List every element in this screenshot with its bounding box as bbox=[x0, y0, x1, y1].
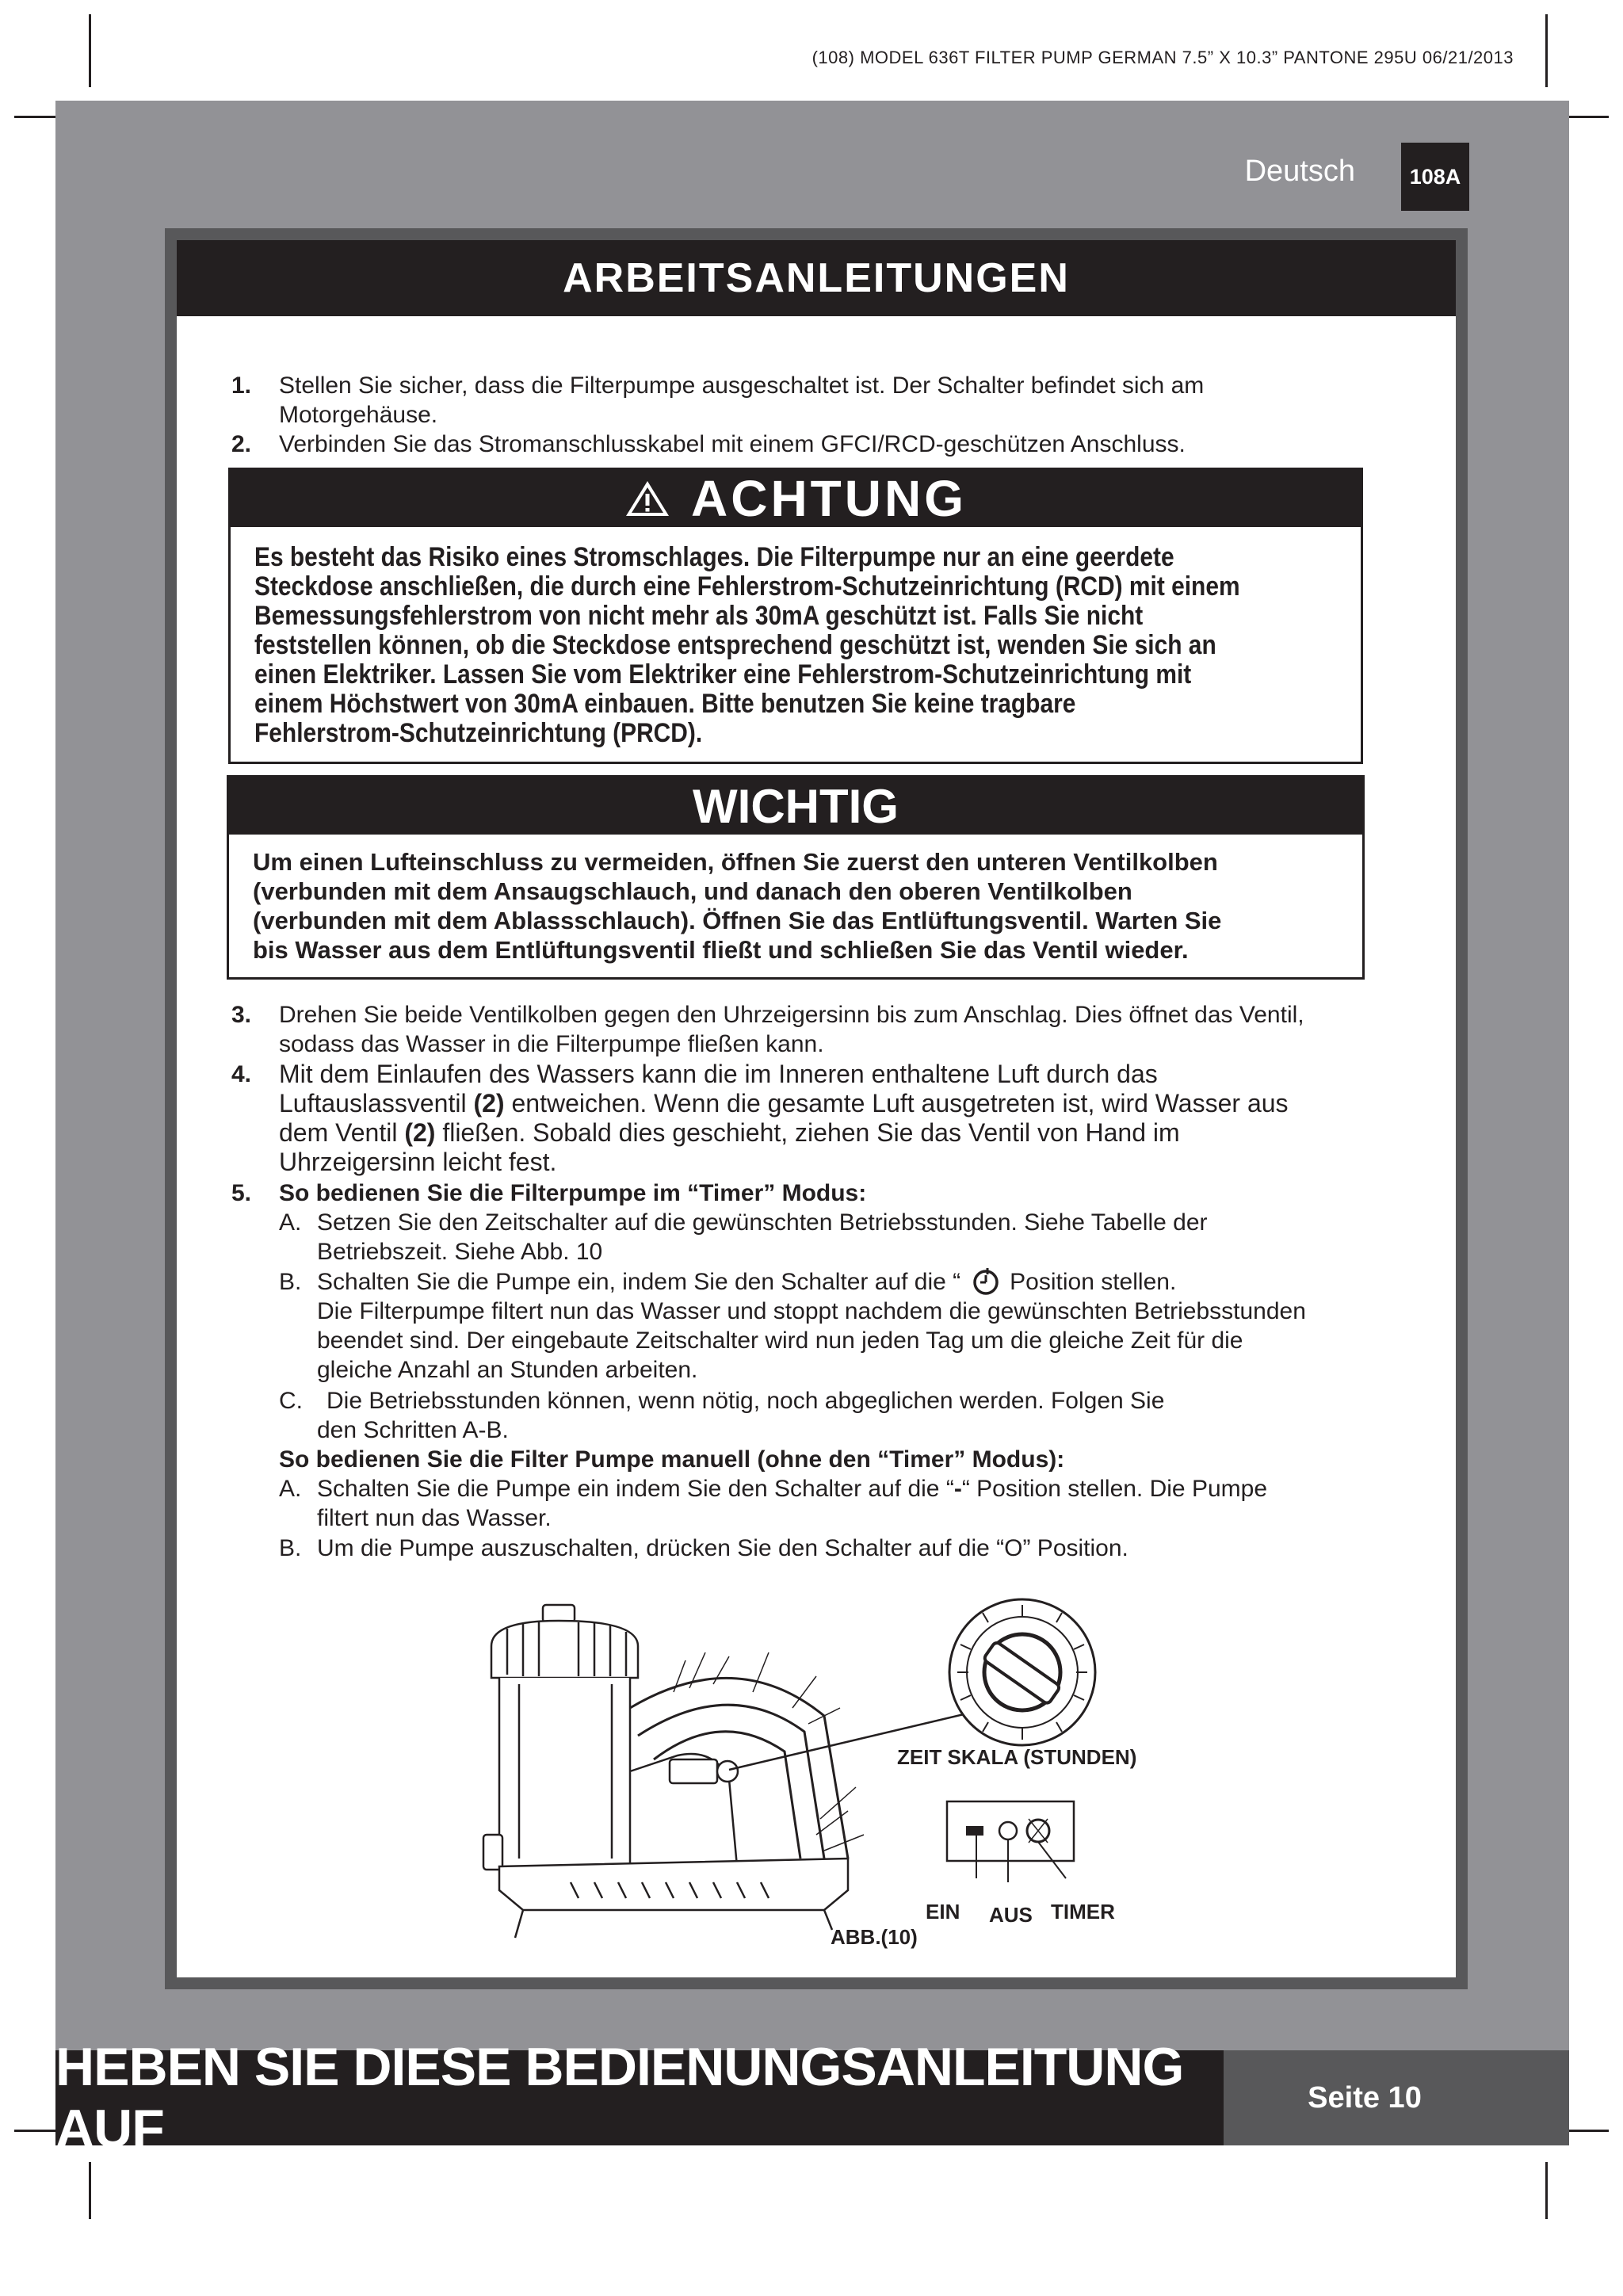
warning-box bbox=[228, 468, 1363, 764]
substep-label: C. bbox=[279, 1388, 303, 1414]
important-title: WICHTIG bbox=[693, 779, 899, 833]
step-text: Uhrzeigersinn leicht fest. bbox=[279, 1148, 557, 1176]
label-timer: TIMER bbox=[1051, 1900, 1115, 1924]
important-header bbox=[229, 777, 1362, 835]
important-box bbox=[227, 775, 1365, 980]
dial-caption: ZEIT SKALA (STUNDEN) bbox=[897, 1745, 1137, 1769]
step-number: 4. bbox=[231, 1061, 252, 1087]
warning-title: ACHTUNG bbox=[691, 470, 967, 527]
important-line: (verbunden mit dem Ansaugschlauch, und danach den oberen Ventilkolben bbox=[253, 877, 1132, 905]
substep-text: beendet sind. Der eingebaute Zeitschalter wird nun jeden Tag um die gleiche Zeit für die bbox=[317, 1328, 1243, 1354]
section-title: ARBEITSANLEITUNGEN bbox=[177, 240, 1456, 316]
important-line: Um einen Lufteinschluss zu vermeiden, öffnen Sie zuerst den unteren Ventilkolben bbox=[253, 848, 1218, 876]
page-code-badge: 108A bbox=[1401, 143, 1469, 211]
step-number: 2. bbox=[231, 431, 252, 457]
step-text: Verbinden Sie das Stromanschlusskabel mit einem GFCI/RCD-geschützen Anschluss. bbox=[279, 431, 1186, 457]
important-line: bis Wasser aus dem Entlüftungsventil fließt und schließen Sie das Ventil wieder. bbox=[253, 936, 1189, 964]
important-line: (verbunden mit dem Ablassschlauch). Öffnen Sie das Entlüftungsventil. Warten Sie bbox=[253, 907, 1222, 934]
step-text: Motorgehäuse. bbox=[279, 402, 438, 428]
warning-line: einen Elektriker. Lassen Sie vom Elektriker eine Fehlerstrom-Schutzeinrichtung mit bbox=[254, 659, 1192, 690]
step-text: sodass das Wasser in die Filterpumpe fließen kann. bbox=[279, 1031, 824, 1057]
warning-triangle-icon bbox=[624, 479, 670, 518]
substep-label: B. bbox=[279, 1535, 302, 1561]
warning-header bbox=[231, 470, 1361, 527]
substep-text: Schalten Sie die Pumpe ein indem Sie den Schalter auf die “-“ Position stellen. Die Pumpe bbox=[317, 1476, 1268, 1502]
warning-line: Fehlerstrom-Schutzeinrichtung (PRCD). bbox=[254, 718, 703, 748]
step-heading: So bedienen Sie die Filterpumpe im “Timer” Modus: bbox=[279, 1180, 867, 1206]
label-on: EIN bbox=[926, 1900, 960, 1924]
figure-caption: ABB.(10) bbox=[831, 1925, 918, 1949]
footer-page-number: Seite 10 bbox=[1224, 2050, 1569, 2145]
substep-text: Die Filterpumpe filtert nun das Wasser und stoppt nachdem die gewünschten Betriebsstunden bbox=[317, 1298, 1306, 1324]
label-off: AUS bbox=[989, 1903, 1033, 1927]
substep-text: Schalten Sie die Pumpe ein, indem Sie den Schalter auf die “ Position stellen. bbox=[317, 1269, 1177, 1295]
step-text: dem Ventil (2) fließen. Sobald dies geschieht, ziehen Sie das Ventil von Hand im bbox=[279, 1118, 1180, 1147]
substep-text: Betriebszeit. Siehe Abb. 10 bbox=[317, 1239, 603, 1265]
print-info: (108) MODEL 636T FILTER PUMP GERMAN 7.5” X 10.3” PANTONE 295U 06/21/2013 bbox=[812, 48, 1514, 67]
warning-line: Es besteht das Risiko eines Stromschlages. Die Filterpumpe nur an eine geerdete bbox=[254, 542, 1174, 572]
substep-text: Setzen Sie den Zeitschalter auf die gewünschten Betriebsstunden. Siehe Tabelle der bbox=[317, 1209, 1208, 1236]
substep-label: A. bbox=[279, 1209, 302, 1236]
step-heading: So bedienen Sie die Filter Pumpe manuell (ohne den “Timer” Modus): bbox=[279, 1446, 1065, 1473]
footer-keep-manual: HEBEN SIE DIESE BEDIENUNGSANLEITUNG AUF bbox=[55, 2050, 1224, 2145]
substep-text: gleiche Anzahl an Stunden arbeiten. bbox=[317, 1357, 698, 1383]
substep-label: B. bbox=[279, 1269, 302, 1295]
filter-pump-illustration bbox=[475, 1597, 1268, 1954]
substep-text: filtert nun das Wasser. bbox=[317, 1505, 552, 1531]
crop-mark bbox=[1545, 14, 1548, 87]
step-text: Luftauslassventil (2) entweichen. Wenn die gesamte Luft ausgetreten ist, wird Wasser aus bbox=[279, 1089, 1289, 1117]
crop-mark bbox=[89, 2162, 91, 2219]
substep-label: A. bbox=[279, 1476, 302, 1502]
warning-line: Steckdose anschließen, die durch eine Fehlerstrom-Schutzeinrichtung (RCD) mit einem bbox=[254, 571, 1240, 602]
substep-text: Um die Pumpe auszuschalten, drücken Sie den Schalter auf die “O” Position. bbox=[317, 1535, 1128, 1561]
step-text: Mit dem Einlaufen des Wassers kann die im Inneren enthaltene Luft durch das bbox=[279, 1060, 1158, 1088]
warning-line: feststellen können, ob die Steckdose entsprechend geschützt ist, wenden Sie sich an bbox=[254, 630, 1216, 660]
warning-line: Bemessungsfehlerstrom von nicht mehr als 30mA geschützt ist. Falls Sie nicht bbox=[254, 601, 1144, 631]
crop-mark bbox=[1545, 2162, 1548, 2219]
step-text: Drehen Sie beide Ventilkolben gegen den Uhrzeigersinn bis zum Anschlag. Dies öffnet das Ventil, bbox=[279, 1002, 1304, 1028]
warning-line: einem Höchstwert von 30mA einbauen. Bitte benutzen Sie keine tragbare bbox=[254, 689, 1076, 719]
substep-text: Die Betriebsstunden können, wenn nötig, noch abgeglichen werden. Folgen Sie bbox=[327, 1388, 1165, 1414]
step-number: 5. bbox=[231, 1180, 252, 1206]
crop-mark bbox=[89, 14, 91, 87]
step-text: Stellen Sie sicher, dass die Filterpumpe ausgeschaltet ist. Der Schalter befindet sich am bbox=[279, 372, 1205, 399]
substep-text: den Schritten A-B. bbox=[317, 1417, 509, 1443]
step-number: 1. bbox=[231, 372, 252, 399]
step-number: 3. bbox=[231, 1002, 252, 1028]
timer-clock-icon bbox=[972, 1268, 1003, 1297]
language-label: Deutsch bbox=[1244, 155, 1355, 188]
